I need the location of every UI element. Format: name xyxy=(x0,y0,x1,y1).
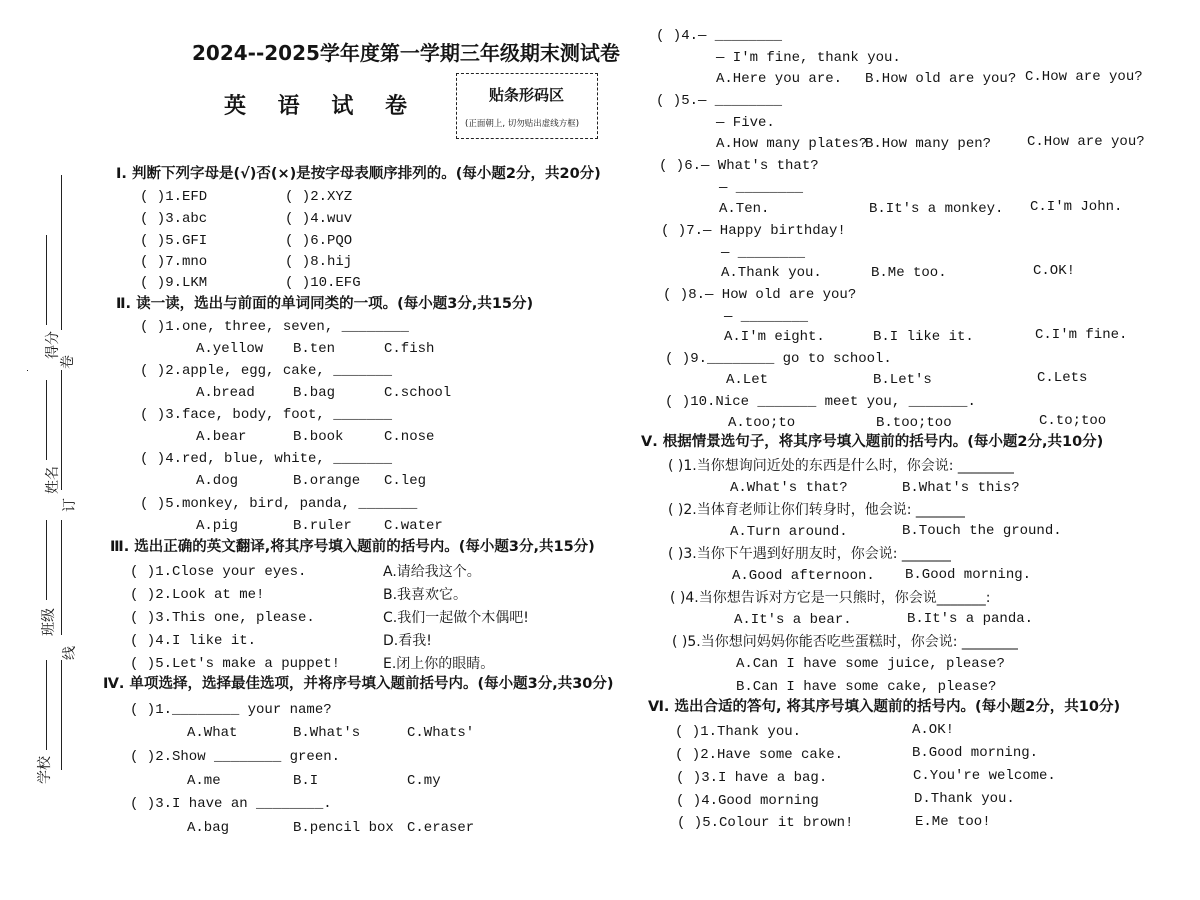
option-b: B.What's this? xyxy=(902,480,1020,496)
barcode-note: (正面朝上, 切勿贴出虚线方框) xyxy=(465,119,580,129)
option-a: A.It's a bear. xyxy=(734,612,852,628)
binding-line-top xyxy=(61,175,62,330)
sec3-question[interactable]: ( )4.I like it. xyxy=(130,633,257,649)
binding-line-bottom xyxy=(61,660,62,770)
sec6-answer: D.Thank you. xyxy=(914,791,1015,807)
sec3-answer: C.我们一起做个木偶吧! xyxy=(383,610,529,626)
option-a: A.bread xyxy=(196,385,255,401)
barcode-area xyxy=(456,73,598,139)
option-a: A.yellow xyxy=(196,341,264,357)
subject-title: 英 语 试 卷 xyxy=(224,94,419,119)
option-a: A.What xyxy=(187,725,238,741)
score-blank[interactable] xyxy=(46,235,47,325)
binding-line-mid2 xyxy=(61,520,62,635)
sec3-question[interactable]: ( )5.Let's make a puppet! xyxy=(130,656,341,672)
name-blank[interactable] xyxy=(46,380,47,460)
class-blank[interactable] xyxy=(46,520,47,600)
option-b: B.I like it. xyxy=(873,329,974,345)
sec2-question[interactable]: ( )3.face, body, foot, _______ xyxy=(140,407,393,423)
barcode-label: 贴条形码区 xyxy=(489,86,565,104)
option-b: B.I xyxy=(293,773,319,789)
option-c: C.school xyxy=(384,385,452,401)
option-a: A.me xyxy=(187,773,221,789)
sec3-answer: B.我喜欢它。 xyxy=(383,587,468,603)
section-2-heading: Ⅱ. 读一读，选出与前面的单词同类的一项。(每小题3分,共15分) xyxy=(116,296,534,312)
sec1-item[interactable]: ( )5.GFI xyxy=(140,233,208,249)
sec4-question[interactable]: ( )7.— Happy birthday! xyxy=(661,223,846,239)
sec4-question[interactable]: ( )2.Show ________ green. xyxy=(130,749,341,765)
sec1-item[interactable]: ( )6.PQO xyxy=(285,233,353,249)
option-b: B.bag xyxy=(293,385,336,401)
option-a: A.How many plates? xyxy=(716,136,868,152)
school-blank[interactable] xyxy=(46,660,47,750)
option-c: C.my xyxy=(407,773,441,789)
sec1-item[interactable]: ( )3.abc xyxy=(140,211,208,227)
sec2-question[interactable]: ( )4.red, blue, white, _______ xyxy=(140,451,393,467)
sec2-question[interactable]: ( )1.one, three, seven, ________ xyxy=(140,319,409,335)
sec4-dialog-line: — ________ xyxy=(721,245,806,261)
sec6-answer: B.Good morning. xyxy=(912,745,1039,761)
option-b: B.ruler xyxy=(293,518,352,534)
option-b: B.too;too xyxy=(876,415,952,431)
sec5-question[interactable]: ( )4.当你想告诉对方它是一只熊时，你会说_______: xyxy=(670,590,991,606)
option-a: A.Here you are. xyxy=(716,71,843,87)
option-b: B.pencil box xyxy=(293,820,394,836)
sec1-item[interactable]: ( )4.wuv xyxy=(285,211,353,227)
sec4-question[interactable]: ( )5.— ________ xyxy=(656,93,783,109)
option-c: C.fish xyxy=(384,341,435,357)
sec4-dialog-line: — Five. xyxy=(716,115,775,131)
sec3-question[interactable]: ( )3.This one, please. xyxy=(130,610,315,626)
option-b: B.Good morning. xyxy=(905,567,1032,583)
sec4-question[interactable]: ( )10.Nice _______ meet you, _______. xyxy=(665,394,976,410)
sec3-answer: D.看我! xyxy=(383,633,432,649)
option-a: A.dog xyxy=(196,473,239,489)
sec5-question[interactable]: ( )1.当你想询问近处的东西是什么时，你会说: ________ xyxy=(668,458,1014,474)
name-label: 姓名 xyxy=(45,466,61,494)
sec1-item[interactable]: ( )10.EFG xyxy=(285,275,361,291)
sec4-question[interactable]: ( )3.I have an ________. xyxy=(130,796,332,812)
option-a: A.Good afternoon. xyxy=(732,568,875,584)
sec6-question[interactable]: ( )3.I have a bag. xyxy=(676,770,828,786)
option-a: A.Turn around. xyxy=(730,524,848,540)
sec4-dialog-line: — ________ xyxy=(724,309,809,325)
sec5-question[interactable]: ( )3.当你下午遇到好朋友时，你会说: _______ xyxy=(668,546,951,562)
option-b: B.book xyxy=(293,429,344,445)
option-b: B.It's a panda. xyxy=(907,611,1034,627)
option-c: C.eraser xyxy=(407,820,475,836)
binding-juan: 卷 xyxy=(60,355,76,369)
option-c: C.to;too xyxy=(1039,413,1107,429)
section-4-heading: Ⅳ. 单项选择，选择最佳选项，并将序号填入题前括号内。(每小题3分,共30分) xyxy=(103,676,614,692)
option-b: B.orange xyxy=(293,473,361,489)
option-a: A.Ten. xyxy=(719,201,770,217)
option-b: B.It's a monkey. xyxy=(869,201,1004,217)
option-b: B.How old are you? xyxy=(865,71,1017,87)
sec4-dialog-line: — ________ xyxy=(719,180,804,196)
option-a: A.pig xyxy=(196,518,239,534)
binding-ding: 订 xyxy=(62,498,78,512)
binding-xian: 线 xyxy=(62,646,78,660)
sec1-item[interactable]: ( )1.EFD xyxy=(140,189,208,205)
sec4-question[interactable]: ( )8.— How old are you? xyxy=(663,287,857,303)
sec4-question[interactable]: ( )4.— ________ xyxy=(656,28,783,44)
sec6-answer: C.You're welcome. xyxy=(913,768,1056,784)
sec1-item[interactable]: ( )8.hij xyxy=(285,254,353,270)
option-c: C.water xyxy=(384,518,443,534)
sec1-item[interactable]: ( )7.mno xyxy=(140,254,208,270)
option-c: C.How are you? xyxy=(1025,69,1143,85)
section-6-heading: Ⅵ. 选出合适的答句, 将其序号填入题前的括号内。(每小题2分，共10分) xyxy=(648,699,1121,715)
sec4-question[interactable]: ( )6.— What's that? xyxy=(659,158,819,174)
sec3-question[interactable]: ( )2.Look at me! xyxy=(130,587,265,603)
sec6-question[interactable]: ( )4.Good morning xyxy=(676,793,819,809)
sec5-question[interactable]: ( )5.当你想问妈妈你能否吃些蛋糕时，你会说: ________ xyxy=(672,634,1018,650)
option-c: C.leg xyxy=(384,473,427,489)
option-a: A.Can I have some juice, please? xyxy=(736,656,1005,672)
sec4-question[interactable]: ( )1.________ your name? xyxy=(130,702,332,718)
option-a: A.Thank you. xyxy=(721,265,822,281)
class-label: 班级 xyxy=(41,608,57,636)
option-b: B.Touch the ground. xyxy=(902,523,1062,539)
option-a: A.too;to xyxy=(728,415,796,431)
option-c: C.I'm John. xyxy=(1030,199,1123,215)
sec6-question[interactable]: ( )1.Thank you. xyxy=(675,724,802,740)
sec3-question[interactable]: ( )1.Close your eyes. xyxy=(130,564,307,580)
sec4-question[interactable]: ( )9.________ go to school. xyxy=(665,351,892,367)
option-b: B.What's xyxy=(293,725,361,741)
sec5-question[interactable]: ( )2.当体育老师让你们转身时，他会说: _______ xyxy=(668,502,965,518)
option-a: A.I'm eight. xyxy=(724,329,825,345)
sec6-question[interactable]: ( )5.Colour it brown! xyxy=(677,815,854,831)
section-1-heading: Ⅰ. 判断下列字母是(√)否(×)是按字母表顺序排列的。(每小题2分，共20分) xyxy=(116,166,601,182)
option-c: C.I'm fine. xyxy=(1035,327,1128,343)
option-c: C.Whats' xyxy=(407,725,475,741)
sec3-answer: E.闭上你的眼睛。 xyxy=(383,656,495,672)
option-b: B.Can I have some cake, please? xyxy=(736,679,997,695)
option-a: A.bear xyxy=(196,429,247,445)
sec1-item[interactable]: ( )2.XYZ xyxy=(285,189,353,205)
sec2-question[interactable]: ( )2.apple, egg, cake, _______ xyxy=(140,363,393,379)
option-b: B.How many pen? xyxy=(865,136,992,152)
option-b: B.ten xyxy=(293,341,336,357)
option-b: B.Me too. xyxy=(871,265,947,281)
option-c: C.nose xyxy=(384,429,435,445)
exam-title: 2024--2025学年度第一学期三年级期末测试卷 xyxy=(192,41,620,65)
option-a: A.Let xyxy=(726,372,769,388)
option-a: A.bag xyxy=(187,820,230,836)
sec6-answer: E.Me too! xyxy=(915,814,991,830)
sec6-question[interactable]: ( )2.Have some cake. xyxy=(675,747,844,763)
sec3-answer: A.请给我这个。 xyxy=(383,564,481,580)
section-3-heading: Ⅲ. 选出正确的英文翻译,将其序号填入题前的括号内。(每小题3分,共15分) xyxy=(110,539,595,555)
option-c: C.OK! xyxy=(1033,263,1076,279)
sec1-item[interactable]: ( )9.LKM xyxy=(140,275,208,291)
option-c: C.Lets xyxy=(1037,370,1088,386)
school-label: 学校 xyxy=(37,756,53,784)
sec6-answer: A.OK! xyxy=(912,722,955,738)
score-label: 得分 xyxy=(45,331,61,359)
section-5-heading: Ⅴ. 根据情景选句子，将其序号填入题前的括号内。(每小题2分,共10分) xyxy=(641,434,1104,450)
option-c: C.How are you? xyxy=(1027,134,1145,150)
option-a: A.What's that? xyxy=(730,480,848,496)
sec4-dialog-line: — I'm fine, thank you. xyxy=(716,50,901,66)
sec2-question[interactable]: ( )5.monkey, bird, panda, _______ xyxy=(140,496,418,512)
option-b: B.Let's xyxy=(873,372,932,388)
